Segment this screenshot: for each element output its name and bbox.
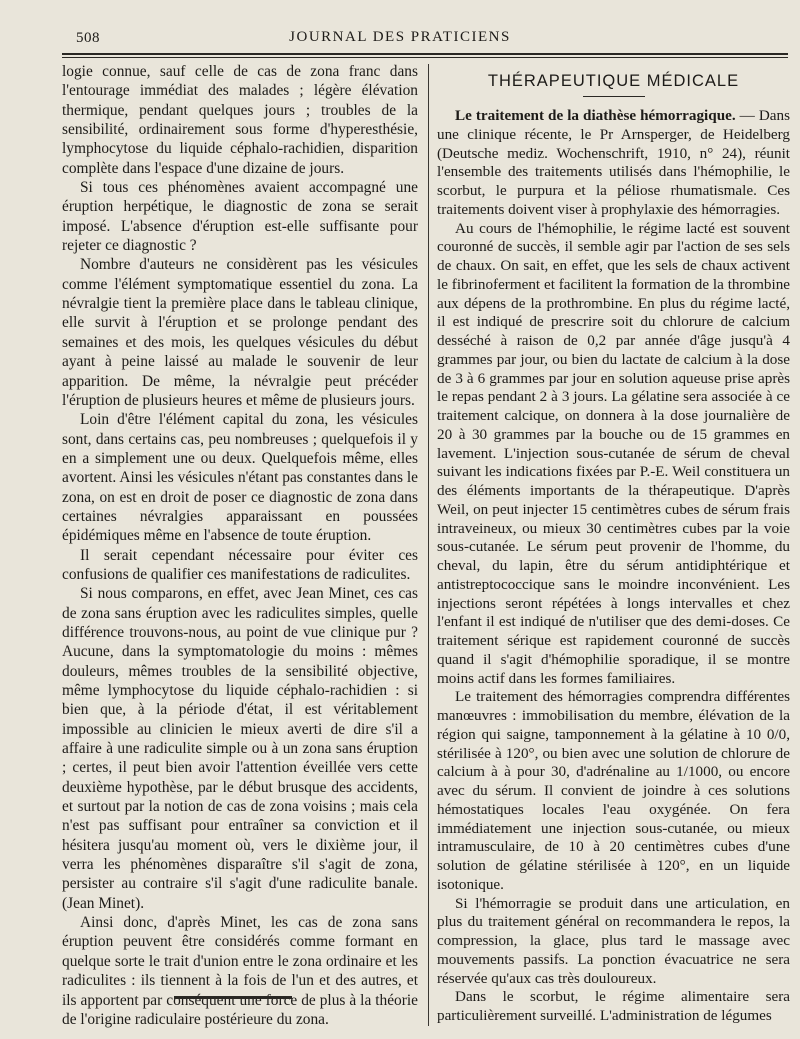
right-column	[437, 70, 790, 1026]
article-end-rule	[174, 996, 292, 999]
running-head: JOURNAL DES PRATICIENS	[289, 29, 511, 45]
paragraph: logie connue, sauf celle de cas de zona franc dans l'entourage immédiat des malades ; légère élévation thermique, pendant quelques jours ; troubles de la sensibilité, ordinairement sous forme d'hyperesthésie, lymphocytose du liquide céphalo-rachidien, disparition complète dans l'espace d'une dizaine de jours.	[62, 63, 418, 177]
paragraph: Si nous comparons, en effet, avec Jean Minet, ces cas de zona sans éruption avec les radiculites simples, quelle différence trouvons-nous, au point de vue clinique pur ? Aucune, dans la symptomatologie du moins : mêmes douleurs, mêmes troubles de la sensibilité objective, même lymphocytose du liquide céphalo-rachidien : si bien que, à la période d'état, il est véritablement impossible au clinicien le mieux averti de dire s'il a affaire à une radiculite simple ou à un zona sans éruption ; certes, il peut bien avoir l'attention éveillée vers cette deuxième hypothèse, par le début brusque des accidents, et surtout par la notion de cas de zona voisins ; mais cela n'est pas suffisant pour entraîner sa conviction et il hésitera jusqu'au moment où, vers le dixième jour, il verra les phénomènes disparaître s'il s'agit de zona, persister au contraire s'il s'agit d'une radiculite banale. (Jean Minet).	[62, 585, 418, 912]
article-lead-title: Le traitement de la diathèse hémorragique.	[455, 107, 736, 124]
paragraph: Ainsi donc, d'après Minet, les cas de zona sans éruption peuvent être considérés comme formant en quelque sorte le trait d'union entre le zona ordinaire et les radiculites : ils tiennent à la fois de l'un et des autres, et ils apportent par conséquent une force de plus à la théorie de l'origine radiculaire postérieure du zona.	[62, 914, 418, 1028]
paragraph: Si l'hémorragie se produit dans une articulation, en plus du traitement général on recommandera le repos, la compression, la glace, plus tard le massage avec mouvements passifs. La ponction évacuatrice ne sera réservée qu'aux cas très douloureux.	[437, 894, 790, 987]
paragraph: Loin d'être l'élément capital du zona, les vésicules sont, dans certains cas, peu nombreuses ; quelquefois il y en a simplement une ou deux. Quelquefois même, elles avortent. Ainsi les vésicules n'étant pas constantes dans le zona, on est en droit de poser ce diagnostic de zona dans certaines névralgies apparaissant en poussées épidémiques même en l'absence de toute éruption.	[62, 411, 418, 545]
paragraph: Si tous ces phénomènes avaient accompagné une éruption herpétique, le diagnostic de zona se serait imposé. L'absence d'éruption est-elle suffisante pour rejeter ce diagnostic ?	[62, 179, 418, 255]
left-column	[62, 62, 418, 1029]
paragraph: Le traitement des hémorragies comprendra différentes manœuvres : immobilisation du membre, élévation de la région qui saigne, tamponnement à la gélatine à 10 0/0, stérilisée à 120°, ou bien avec une solution de chlorure de calcium à à pour 30, d'adrénaline au 1/1000, ou encore avec du sérum. Il convient de joindre à ces solutions hémostatiques locales l'eau oxygénée. On fera immédiatement une injection sous-cutanée, ou mieux intramusculaire, de 10 à 20 centimètres cubes d'une solution de gélatine stérilisée à 120°, en un liquide isotonique.	[437, 688, 790, 893]
paragraph-text: — Dans une clinique récente, le Pr Arnsperger, de Heidelberg (Deutsche mediz. Wochenschrift, 1910, n° 24), réunit l'ensemble des traitements utilisés dans l'hémophilie, le scorbut, le purpura et la péliose rhumatismale. Ces traitements doivent viser à prophylaxie des hémorragies.	[437, 107, 790, 218]
header-rule	[62, 53, 788, 58]
paragraph: Il serait cependant nécessaire pour éviter ces confusions de qualifier ces manifestations de radiculites.	[62, 546, 418, 583]
section-title: THÉRAPEUTIQUE MÉDICALE	[487, 72, 740, 90]
column-divider	[428, 64, 429, 1026]
paragraph: Au cours de l'hémophilie, le régime lacté est souvent couronné de succès, il semble agir par l'action de ses sels de chaux. On sait, en effet, que les sels de chaux activent le fibrinoferment et facilitent la formation de la thrombine aux dépens de la prothrombine. En plus du régime lacté, il est indiqué de prescrire soit du chlorure de calcium desséché à raison de 0,2 par année d'âge jusqu'à 4 grammes par jour, ou bien du lactate de calcium à la dose de 3 à 6 grammes par jour en solution aqueuse prise après le repas pendant 2 à 3 jours. La gélatine sera associée à ce traitement calcique, on donnera à la dose journalière de 20 à 30 grammes par la bouche ou de 15 grammes en lavement. L'injection sous-cutanée de sérum de cheval suivant les indications fixées par P.-E. Weil constituera un des éléments importants de la thérapeutique. D'après Weil, on peut injecter 15 centimètres cubes de sérum frais intraveineux, ou mieux 30 centimètres cubes par la voie sous-cutanée. Le sérum peut provenir de l'homme, du cheval, du lapin, être du sérum antidiphtérique et antistreptococcique sans le moindre inconvénient. Les injections seront répétées à longs intervalles et chez l'enfant il est indiqué de n'utiliser que des demi-doses. Ce traitement sérique est rapidement couronné de succès quand il s'agit d'hémophilie sporadique, il se montre moins actif dans les formes familiaires.	[437, 219, 790, 687]
page-number: 508	[76, 30, 100, 46]
paragraph-lead	[437, 107, 790, 220]
paragraph: Nombre d'auteurs ne considèrent pas les vésicules comme l'élément symptomatique essentiel du zona. La névralgie tient la première place dans le tableau clinique, elle survit à l'éruption et se prolonge pendant des semaines et des mois, les quelques vésicules du début ayant à peine laissé au malade le souvenir de leur apparition. De même, la névralgie peut précéder l'éruption de plusieurs heures et même de plusieurs jours.	[62, 256, 418, 409]
paragraph: Dans le scorbut, le régime alimentaire sera particulièrement surveillé. L'administration de légumes	[437, 988, 790, 1024]
title-rule	[583, 96, 645, 97]
